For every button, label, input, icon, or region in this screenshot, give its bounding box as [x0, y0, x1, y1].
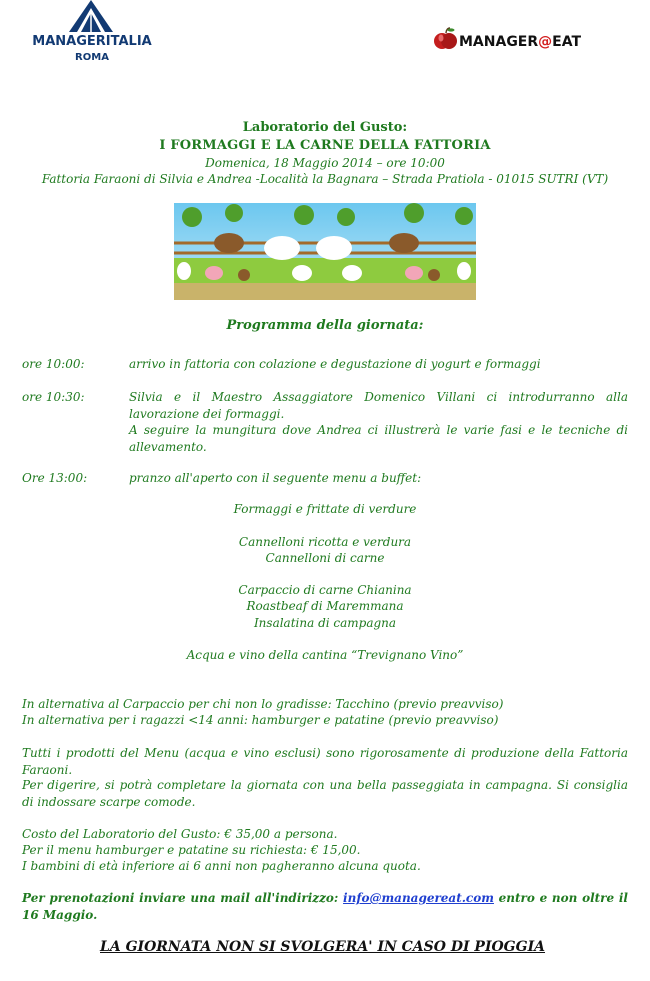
manageritalia-name: MANAGERITALIA [32, 34, 152, 49]
alternative-note: In alternativa per i ragazzi <14 anni: hamburger e patatine (previo preavviso) [22, 713, 499, 727]
walk-note: Per digerire, si potrà completare la giornata con una bella passeggiata in campagna. Si consiglia di indossare scarpe comode. [22, 778, 628, 809]
apple-icon [433, 26, 459, 52]
alternative-note: In alternativa al Carpaccio per chi non lo gradisse: Tacchino (previo preavviso) [22, 697, 504, 711]
menu-item: Formaggi e frittate di verdure [233, 502, 417, 516]
schedule-time: ore 10:00: [22, 357, 85, 371]
menu-item: Carpaccio di carne Chianina [238, 583, 412, 597]
booking-post: entro e non oltre il 16 Maggio. [22, 891, 628, 922]
booking-note [22, 890, 628, 923]
menu-item: Roastbeaf di Maremmana [246, 599, 404, 613]
cost-line: Costo del Laboratorio del Gusto: € 35,00 a persona. [22, 827, 338, 841]
schedule-time: ore 10:30: [22, 390, 85, 404]
schedule-text: arrivo in fattoria con colazione e degustazione di yogurt e formaggi [129, 357, 541, 371]
schedule-text: pranzo all'aperto con il seguente menu a buffet: [129, 471, 422, 485]
event-date: Domenica, 18 Maggio 2014 – ore 10:00 [205, 156, 445, 170]
cost-line: I bambini di età inferiore ai 6 anni non pagheranno alcuna quota. [22, 859, 421, 873]
event-title: I FORMAGGI E LA CARNE DELLA FATTORIA [159, 138, 491, 153]
manageritalia-sub: ROMA [75, 52, 109, 63]
schedule-row [22, 389, 628, 455]
rain-notice: LA GIORNATA NON SI SVOLGERA' IN CASO DI PIOGGIA [100, 939, 546, 955]
event-location: Fattoria Faraoni di Silvia e Andrea -Località la Bagnara – Strada Pratiola - 01015 SUTRI (VT) [41, 172, 609, 186]
managereat-name: MANAGER@EAT [459, 34, 582, 50]
products-note: Tutti i prodotti del Menu (acqua e vino esclusi) sono rigorosamente di produzione della Fattoria Faraoni. [22, 746, 628, 777]
menu-item: Cannelloni ricotta e verdura [238, 535, 412, 549]
managereat-logo [433, 26, 623, 54]
booking-email-link[interactable]: info@managereat.com [343, 891, 494, 905]
menu-item: Acqua e vino della cantina “Trevignano Vino” [186, 648, 464, 662]
menu-item: Insalatina di campagna [253, 616, 397, 630]
manageritalia-mark-icon [69, 0, 113, 32]
cost-line: Per il menu hamburger e patatine su richiesta: € 15,00. [22, 843, 361, 857]
booking-pre: Per prenotazioni inviare una mail all'indirizzo: [22, 891, 339, 905]
menu-item: Cannelloni di carne [265, 551, 385, 565]
schedule-text-2: A seguire la mungitura dove Andrea ci illustrerà le varie fasi e le tecniche di allevamento. [129, 423, 628, 454]
farm-animals-banner [174, 203, 476, 300]
event-subtitle: Laboratorio del Gusto: [242, 120, 408, 135]
schedule-text: Silvia e il Maestro Assaggiatore Domenico Villani ci introdurranno alla lavorazione dei formaggi. [129, 390, 628, 421]
schedule-time: Ore 13:00: [22, 471, 88, 485]
manageritalia-logo [22, 0, 162, 70]
program-title: Programma della giornata: [226, 318, 424, 333]
